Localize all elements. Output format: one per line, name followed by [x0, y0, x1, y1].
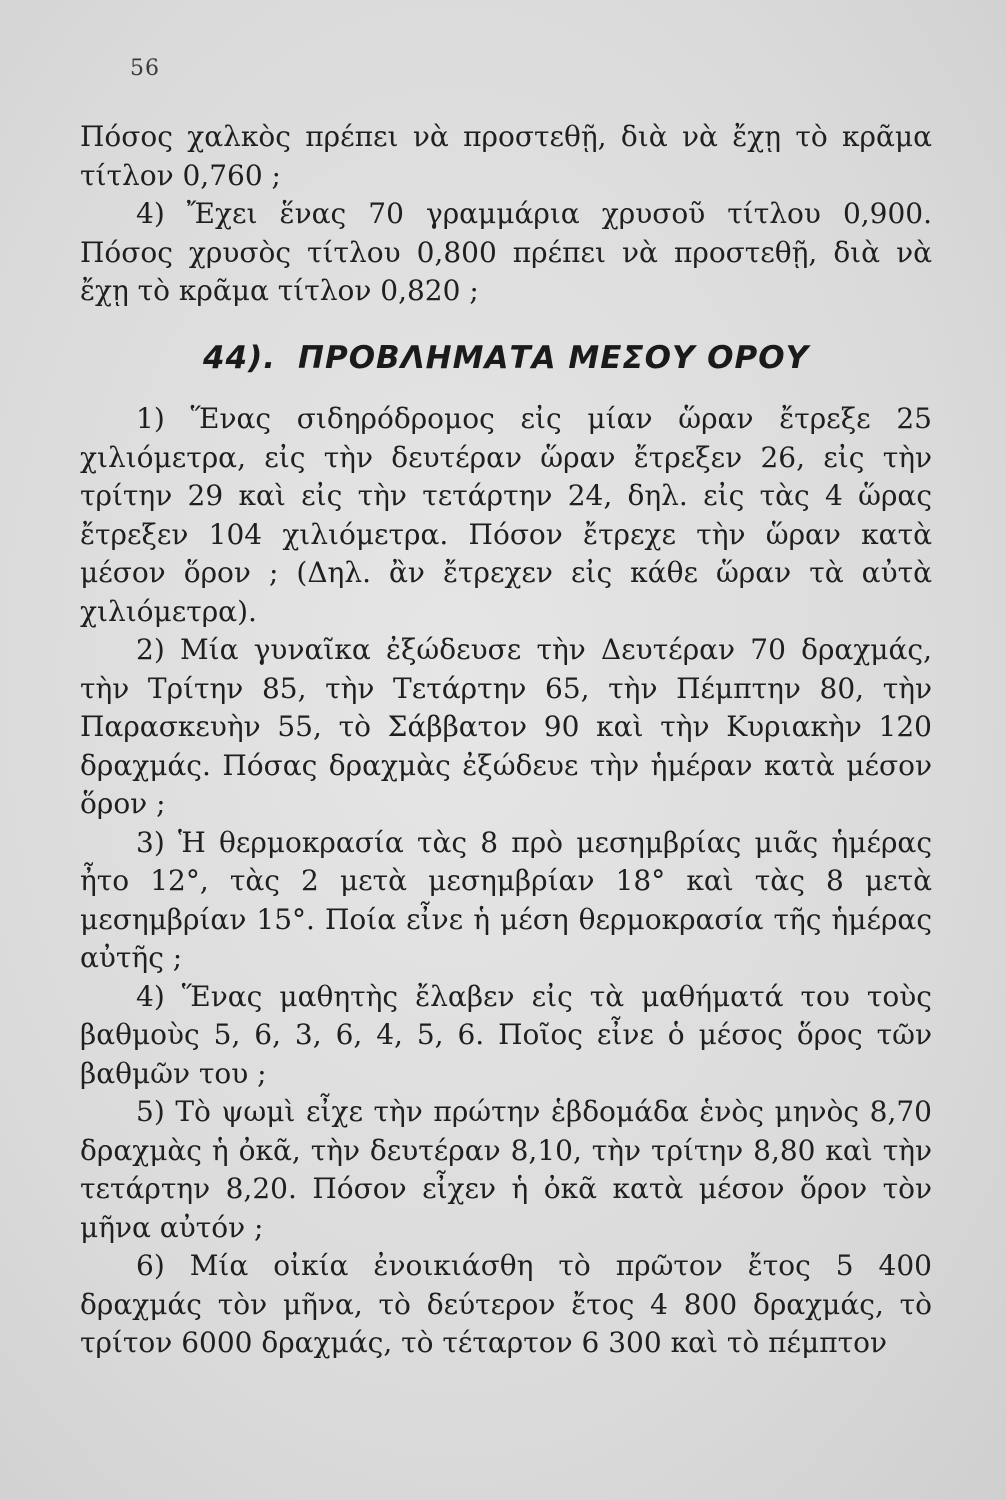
problem-2: 2) Μία γυναῖκα ἐξώδευσε τὴν Δευτέραν 70 δραχμάς, τὴν Τρίτην 85, τὴν Τετάρτην 65, τὴν Πέμπτην 80, τὴν Παρασκευὴν 55, τὸ Σάββατον 90 καὶ τὴν Κυριακὴν 120 δραχμάς. Πόσας δραχμὰς ἐξώδευε τὴν ἡμέραν κατὰ μέσον ὅρον ;	[80, 633, 932, 820]
problem-3: 3) Ἡ θερμοκρασία τὰς 8 πρὸ μεσημβρίας μιᾶς ἡμέρας ἦτο 12°, τὰς 2 μετὰ μεσημβρίαν 18° καὶ τὰς 8 μετὰ μεσημβρίαν 15°. Ποία εἶνε ἡ μέση θερμοκρασία τῆς ἡμέρας αὐτῆς ;	[80, 825, 932, 974]
problem-5: 5) Τὸ ψωμὶ εἶχε τὴν πρώτην ἑβδομάδα ἑνὸς μηνὸς 8,70 δραχμὰς ἡ ὀκᾶ, τὴν δευτέραν 8,10, τὴν τρίτην 8,80 καὶ τὴν τετάρτην 8,20. Πόσον εἶχεν ἡ ὀκᾶ κατὰ μέσον ὅρον τὸν μῆνα αὐτόν ;	[80, 1095, 932, 1244]
problems-list	[80, 400, 932, 1363]
intro-paragraph: Πόσος χαλκὸς πρέπει νὰ προστεθῇ, διὰ νὰ ἔχῃ τὸ κρᾶμα τίτλον 0,760 ;	[80, 120, 932, 192]
problem-6: 6) Μία οἰκία ἐνοικιάσθη τὸ πρῶτον ἔτος 5 400 δραχμάς τὸν μῆνα, τὸ δεύτερον ἔτος 4 800 δραχμάς, τὸ τρίτον 6000 δραχμάς, τὸ τέταρτον 6 300 καὶ τὸ πέμπτον	[80, 1249, 932, 1359]
intro-problem-4: 4) Ἔχει ἕνας 70 γραμμάρια χρυσοῦ τίτλου 0,900. Πόσος χρυσὸς τίτλου 0,800 πρέπει νὰ προστεθῇ, διὰ νὰ ἔχῃ τὸ κρᾶμα τίτλον 0,820 ;	[80, 197, 932, 307]
section-heading	[80, 340, 932, 376]
section-number: 44).	[202, 340, 277, 376]
problem-4: 4) Ἕνας μαθητὴς ἔλαβεν εἰς τὰ μαθήματά του τοὺς βαθμοὺς 5, 6, 3, 6, 4, 5, 6. Ποῖος εἶνε ὁ μέσος ὅρος τῶν βαθμῶν του ;	[80, 979, 932, 1090]
intro-text	[80, 118, 932, 311]
section-title: ΠΡΟΒΛΗΜΑΤΑ ΜΕΣΟΥ ΟΡΟΥ	[298, 340, 810, 376]
page-number: 56	[130, 56, 160, 81]
problem-1: 1) Ἕνας σιδηρόδρομος εἰς μίαν ὥραν ἔτρεξε 25 χιλιόμετρα, εἰς τὴν δευτέραν ὥραν ἔτρεξεν 26, εἰς τὴν τρίτην 29 καὶ εἰς τὴν τετάρτην 24, δηλ. εἰς τὰς 4 ὥρας ἔτρεξεν 104 χιλιόμετρα. Πόσον ἔτρεχε τὴν ὥραν κατὰ μέσον ὅρον ; (Δηλ. ἂν ἔτρεχεν εἰς κάθε ὥραν τὰ αὐτὰ χιλιόμετρα).	[80, 402, 932, 628]
